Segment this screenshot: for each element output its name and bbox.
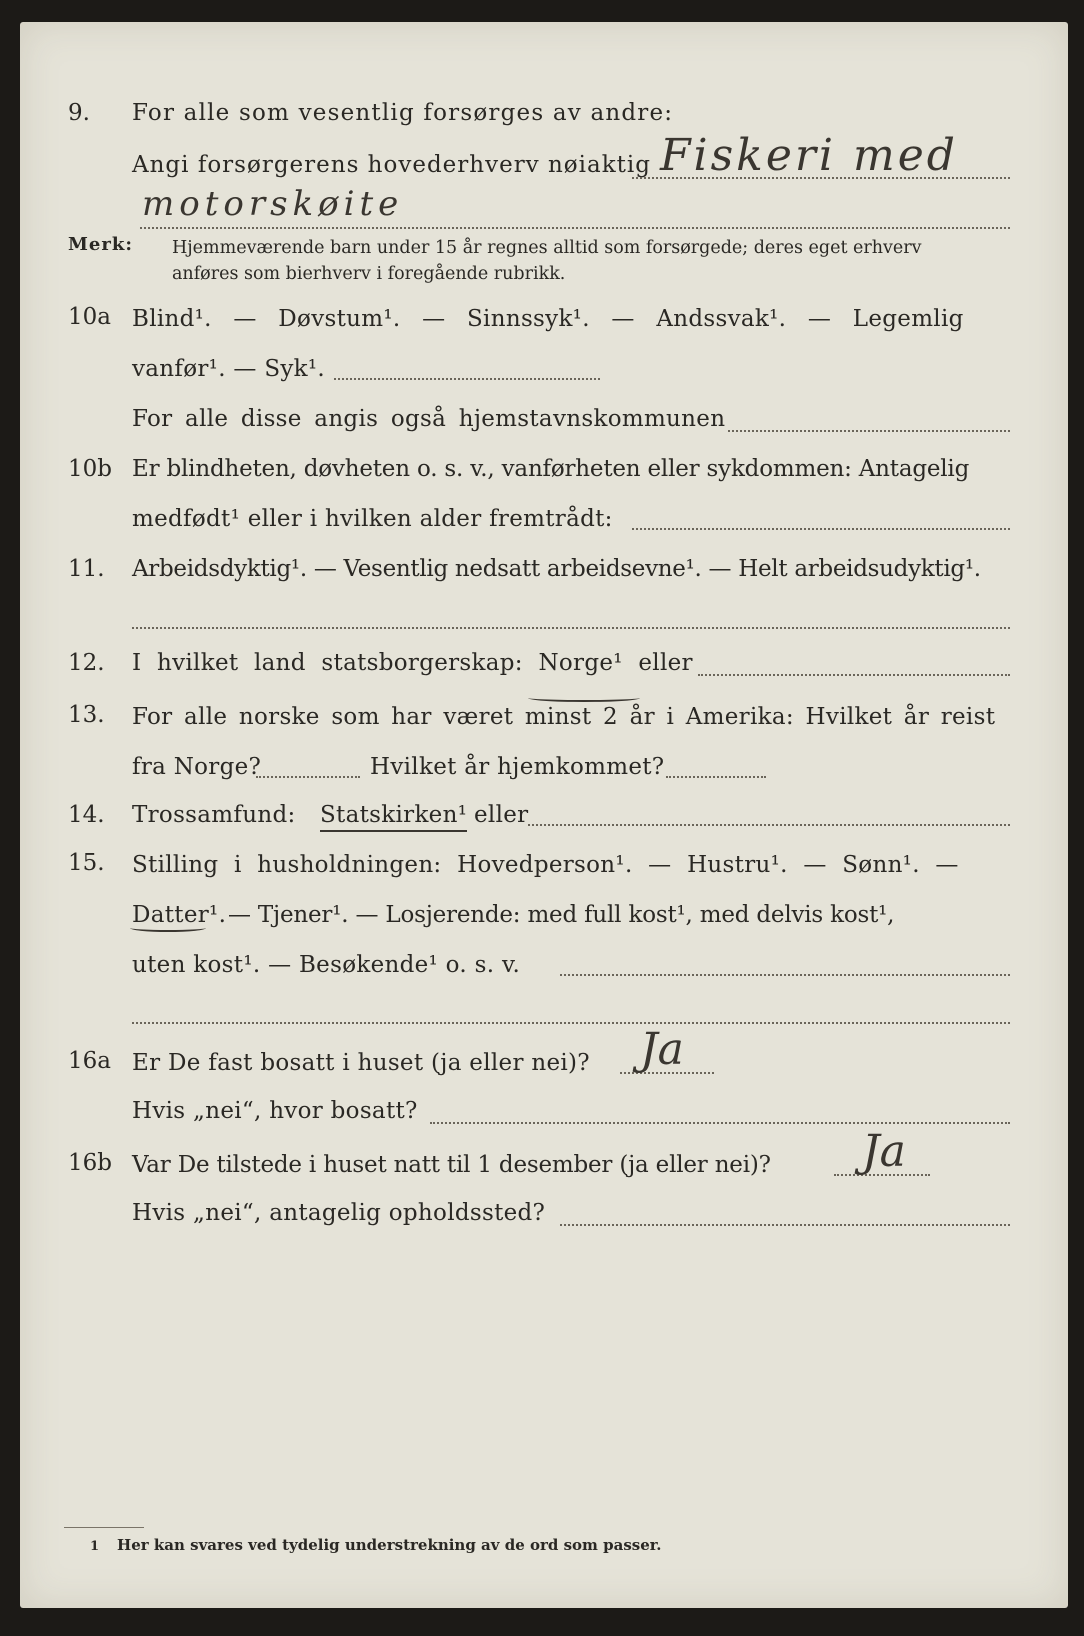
q14-statskirken-underlined: Statskirken¹ <box>320 802 467 832</box>
q13-line2b: Hvilket år hjemkommet? <box>370 754 665 780</box>
q9-handwritten-answer-b: motorskøite <box>142 184 404 224</box>
q15-pen-mark <box>130 924 206 932</box>
q10a-line2: vanfør¹. — Syk¹. <box>132 356 326 382</box>
q15-datter-underlined: Datter¹. <box>132 902 227 928</box>
merk-line2: anføres som bierhverv i foregående rubrikk. <box>172 264 566 284</box>
q16b-handwritten-answer: Ja <box>862 1126 906 1177</box>
q12-answer-line <box>698 674 1010 676</box>
q10b-line2: medfødt¹ eller i hvilken alder fremtrådt: <box>132 506 613 532</box>
q15-number: 15. <box>68 850 105 876</box>
q11-number: 11. <box>68 556 105 582</box>
q10a-line3: For alle disse angis også hjemstavnskommunen <box>132 406 726 432</box>
q10b-answer-line <box>632 528 1010 530</box>
q9-line2: Angi forsørgerens hovederhverv nøiaktig <box>132 152 651 178</box>
q10b-number: 10b <box>68 456 112 482</box>
q16b-opholdssted-line <box>560 1224 1010 1226</box>
merk-line1: Hjemmeværende barn under 15 år regnes alltid som forsørgede; deres eget erhverv <box>172 238 922 258</box>
q9-line1: For alle som vesentlig forsørges av andre: <box>132 100 674 126</box>
footnote-rule <box>64 1527 144 1528</box>
q14-answer-line <box>528 824 1010 826</box>
q16b-line2: Hvis „nei“, antagelig opholdssted? <box>132 1200 546 1226</box>
q14-line1a: Trossamfund: <box>132 802 296 828</box>
q13-line1: For alle norske som har været minst 2 år i Amerika: Hvilket år reist <box>132 704 996 730</box>
q16a-line1: Er De fast bosatt i huset (ja eller nei)? <box>132 1050 590 1076</box>
q10a-line1: Blind¹. — Døvstum¹. — Sinnssyk¹. — Andssvak¹. — Legemlig <box>132 306 964 332</box>
q11-answer-line <box>132 627 1010 629</box>
census-form-page <box>20 22 1068 1608</box>
q13-reist-line <box>256 776 360 778</box>
merk-label: Merk: <box>68 234 133 255</box>
q10b-line1: Er blindheten, døvheten o. s. v., vanførheten eller sykdommen: Antagelig <box>132 456 970 482</box>
q13-line2a: fra Norge? <box>132 754 262 780</box>
q15-line2b: — Tjener¹. — Losjerende: med full kost¹, med delvis kost¹, <box>228 902 895 928</box>
q9-answer-line-2 <box>140 227 1010 229</box>
q10a-syk-line <box>334 378 600 380</box>
q9-handwritten-answer-a: Fiskeri med <box>660 130 958 181</box>
q15-line3: uten kost¹. — Besøkende¹ o. s. v. <box>132 952 521 978</box>
q15-answer-line <box>560 974 1010 976</box>
footnote-text: Her kan svares ved tydelig understrekning av de ord som passer. <box>117 1536 662 1554</box>
q15-line1: Stilling i husholdningen: Hovedperson¹. — Hustru¹. — Sønn¹. — <box>132 852 959 878</box>
q14-number: 14. <box>68 802 105 828</box>
q12-number: 12. <box>68 650 105 676</box>
q13-hjemkommet-line <box>666 776 766 778</box>
q16b-line1: Var De tilstede i huset natt til 1 desember (ja eller nei)? <box>132 1152 771 1178</box>
q10a-number: 10a <box>68 304 111 330</box>
q16a-line2: Hvis „nei“, hvor bosatt? <box>132 1098 418 1124</box>
q12-line1: I hvilket land statsborgerskap: Norge¹ eller <box>132 650 693 676</box>
q13-number: 13. <box>68 702 105 728</box>
q16a-number: 16a <box>68 1048 111 1074</box>
q16a-bosatt-line <box>430 1122 1010 1124</box>
footnote <box>90 1536 662 1554</box>
q11-line1: Arbeidsdyktig¹. — Vesentlig nedsatt arbeidsevne¹. — Helt arbeidsudyktig¹. <box>132 556 981 582</box>
q16b-number: 16b <box>68 1150 112 1176</box>
q13-pen-mark <box>528 694 640 702</box>
q10a-hjemstavn-line <box>728 430 1010 432</box>
footnote-mark: 1 <box>90 1539 100 1554</box>
q14-line1c: eller <box>474 802 529 828</box>
q15-answer-line-2 <box>132 1022 1010 1024</box>
q9-number: 9. <box>68 100 90 126</box>
q16a-handwritten-answer: Ja <box>640 1024 684 1075</box>
